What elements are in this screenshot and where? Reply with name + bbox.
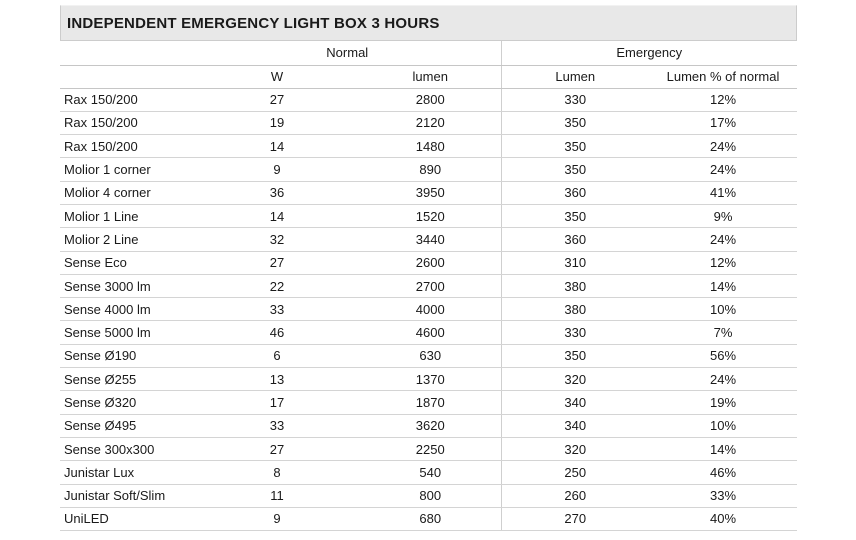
watt-cell: 22: [194, 274, 360, 297]
emergency-lumen-cell: 260: [501, 484, 649, 507]
col-header-normal-lumen: lumen: [360, 65, 501, 88]
product-name-cell: Sense 300x300: [60, 437, 194, 460]
table-row: [60, 484, 797, 507]
watt-cell: 11: [194, 484, 360, 507]
normal-lumen-cell: 800: [360, 484, 501, 507]
table-row: [60, 391, 797, 414]
watt-cell: 32: [194, 228, 360, 251]
lumen-pct-cell: 24%: [649, 228, 797, 251]
emergency-lumen-cell: 320: [501, 437, 649, 460]
table-row: [60, 414, 797, 437]
col-header-product: [60, 65, 194, 88]
watt-cell: 14: [194, 204, 360, 227]
emergency-lumen-cell: 350: [501, 111, 649, 134]
emergency-lumen-cell: 340: [501, 414, 649, 437]
lumen-pct-cell: 41%: [649, 181, 797, 204]
lumen-pct-cell: 24%: [649, 158, 797, 181]
col-header-watt: W: [194, 65, 360, 88]
table-row: [60, 251, 797, 274]
lumen-pct-cell: 17%: [649, 111, 797, 134]
watt-cell: 19: [194, 111, 360, 134]
watt-cell: 6: [194, 344, 360, 367]
table-title-bar: [60, 5, 797, 41]
lumen-pct-cell: 12%: [649, 251, 797, 274]
emergency-lumen-cell: 340: [501, 391, 649, 414]
table-row: [60, 437, 797, 460]
table-row: [60, 274, 797, 297]
emergency-lumen-cell: 380: [501, 274, 649, 297]
normal-lumen-cell: 2700: [360, 274, 501, 297]
emergency-lumen-cell: 360: [501, 181, 649, 204]
emergency-lumen-cell: 330: [501, 88, 649, 111]
table-row: [60, 321, 797, 344]
emergency-light-sheet: [60, 5, 797, 531]
watt-cell: 27: [194, 437, 360, 460]
table-row: [60, 204, 797, 227]
col-header-emergency-lumen: Lumen: [501, 65, 649, 88]
watt-cell: 17: [194, 391, 360, 414]
product-name-cell: Sense Ø190: [60, 344, 194, 367]
emergency-lumen-cell: 350: [501, 158, 649, 181]
product-name-cell: Molior 1 corner: [60, 158, 194, 181]
lumen-pct-cell: 56%: [649, 344, 797, 367]
watt-cell: 13: [194, 368, 360, 391]
lumen-pct-cell: 24%: [649, 368, 797, 391]
table-row: [60, 461, 797, 484]
emergency-lumen-cell: 320: [501, 368, 649, 391]
normal-lumen-cell: 4600: [360, 321, 501, 344]
product-name-cell: Molior 4 corner: [60, 181, 194, 204]
lumen-pct-cell: 46%: [649, 461, 797, 484]
table-row: [60, 344, 797, 367]
watt-cell: 8: [194, 461, 360, 484]
product-name-cell: Molior 2 Line: [60, 228, 194, 251]
table-row: [60, 507, 797, 530]
normal-lumen-cell: 1520: [360, 204, 501, 227]
table-row: [60, 181, 797, 204]
emergency-lumen-cell: 330: [501, 321, 649, 344]
product-name-cell: Sense Ø495: [60, 414, 194, 437]
normal-lumen-cell: 3620: [360, 414, 501, 437]
normal-lumen-cell: 3440: [360, 228, 501, 251]
normal-lumen-cell: 630: [360, 344, 501, 367]
lumen-pct-cell: 24%: [649, 135, 797, 158]
watt-cell: 14: [194, 135, 360, 158]
table-row: [60, 368, 797, 391]
product-name-cell: Rax 150/200: [60, 88, 194, 111]
emergency-lumen-cell: 380: [501, 298, 649, 321]
watt-cell: 33: [194, 414, 360, 437]
table-title: INDEPENDENT EMERGENCY LIGHT BOX 3 HOURS: [67, 14, 440, 32]
table-row: [60, 88, 797, 111]
emergency-lumen-cell: 310: [501, 251, 649, 274]
column-header-row: [60, 65, 797, 88]
normal-lumen-cell: 1870: [360, 391, 501, 414]
product-name-cell: Junistar Lux: [60, 461, 194, 484]
normal-lumen-cell: 680: [360, 507, 501, 530]
normal-lumen-cell: 890: [360, 158, 501, 181]
emergency-lumen-cell: 350: [501, 135, 649, 158]
emergency-lumen-cell: 270: [501, 507, 649, 530]
table-row: [60, 135, 797, 158]
emergency-lumen-cell: 350: [501, 344, 649, 367]
normal-lumen-cell: 2250: [360, 437, 501, 460]
table-body: [60, 88, 797, 531]
normal-lumen-cell: 1480: [360, 135, 501, 158]
emergency-lumen-cell: 350: [501, 204, 649, 227]
lumen-pct-cell: 10%: [649, 298, 797, 321]
normal-lumen-cell: 540: [360, 461, 501, 484]
lumen-pct-cell: 9%: [649, 204, 797, 227]
product-name-cell: Sense Ø255: [60, 368, 194, 391]
product-name-cell: Sense 3000 lm: [60, 274, 194, 297]
normal-lumen-cell: 2120: [360, 111, 501, 134]
normal-lumen-cell: 2800: [360, 88, 501, 111]
emergency-light-table: [60, 41, 797, 531]
table-row: [60, 111, 797, 134]
product-name-cell: Rax 150/200: [60, 111, 194, 134]
lumen-pct-cell: 19%: [649, 391, 797, 414]
table-row: [60, 298, 797, 321]
lumen-pct-cell: 14%: [649, 274, 797, 297]
product-name-cell: Rax 150/200: [60, 135, 194, 158]
table-row: [60, 228, 797, 251]
watt-cell: 9: [194, 158, 360, 181]
product-name-cell: Sense 5000 lm: [60, 321, 194, 344]
product-name-cell: Molior 1 Line: [60, 204, 194, 227]
watt-cell: 9: [194, 507, 360, 530]
watt-cell: 27: [194, 88, 360, 111]
group-header-spacer: [60, 41, 194, 65]
col-header-lumen-pct: Lumen % of normal: [649, 65, 797, 88]
product-name-cell: Sense 4000 lm: [60, 298, 194, 321]
watt-cell: 27: [194, 251, 360, 274]
watt-cell: 33: [194, 298, 360, 321]
normal-lumen-cell: 4000: [360, 298, 501, 321]
group-header-normal: Normal: [194, 41, 501, 65]
lumen-pct-cell: 7%: [649, 321, 797, 344]
emergency-lumen-cell: 360: [501, 228, 649, 251]
normal-lumen-cell: 3950: [360, 181, 501, 204]
table-row: [60, 158, 797, 181]
normal-lumen-cell: 1370: [360, 368, 501, 391]
group-header-emergency: Emergency: [501, 41, 797, 65]
lumen-pct-cell: 40%: [649, 507, 797, 530]
product-name-cell: UniLED: [60, 507, 194, 530]
lumen-pct-cell: 10%: [649, 414, 797, 437]
watt-cell: 36: [194, 181, 360, 204]
watt-cell: 46: [194, 321, 360, 344]
group-header-row: [60, 41, 797, 65]
product-name-cell: Junistar Soft/Slim: [60, 484, 194, 507]
lumen-pct-cell: 14%: [649, 437, 797, 460]
emergency-lumen-cell: 250: [501, 461, 649, 484]
product-name-cell: Sense Ø320: [60, 391, 194, 414]
lumen-pct-cell: 12%: [649, 88, 797, 111]
lumen-pct-cell: 33%: [649, 484, 797, 507]
normal-lumen-cell: 2600: [360, 251, 501, 274]
product-name-cell: Sense Eco: [60, 251, 194, 274]
